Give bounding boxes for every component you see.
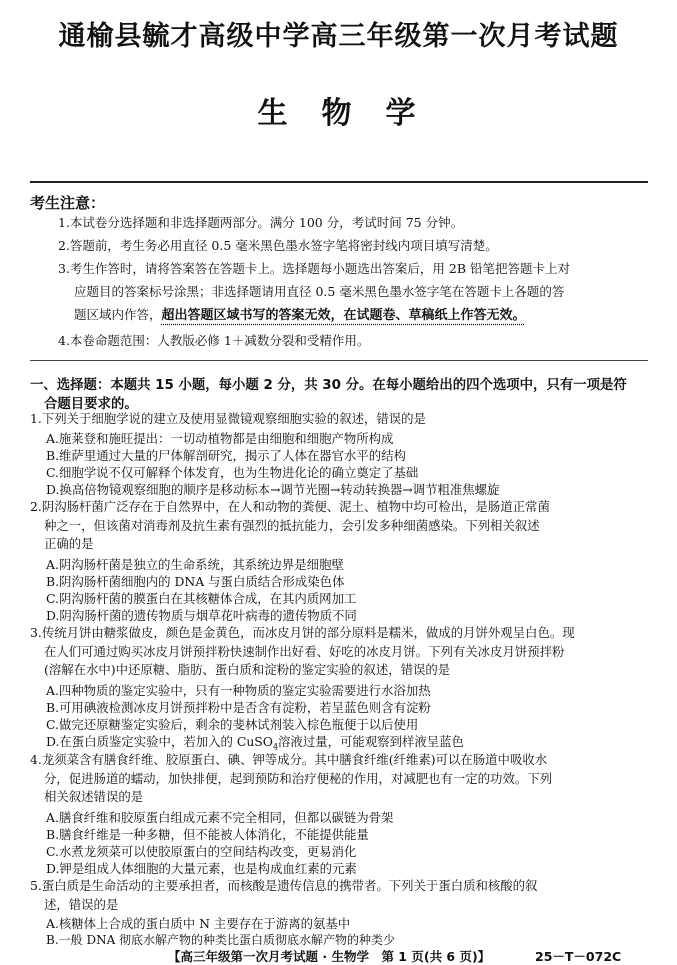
notice-item-4: 4.本卷命题范围：人教版必修 1＋减数分裂和受精作用。 xyxy=(58,333,370,348)
notice-item-3-cont: 应题目的答案标号涂黑；非选择题请用直径 0.5 毫米黑色墨水签字笔在答题卡上各题的答 xyxy=(74,284,565,299)
question-1-stem: 1.下列关于细胞学说的建立及使用显微镜观察细胞实验的叙述，错误的是 xyxy=(30,411,426,426)
notice-item-2: 2.答题前，考生务必用直径 0.5 毫米黑色墨水签字笔将密封线内项目填写清楚。 xyxy=(58,238,498,253)
question-2-option-c: C.阴沟肠杆菌的膜蛋白在其核糖体合成，在其内质网加工 xyxy=(46,591,357,606)
question-1-option-c: C.细胞学说不仅可解释个体发育，也为生物进化论的确立奠定了基础 xyxy=(46,465,419,480)
notice-top-rule xyxy=(30,181,648,183)
question-5-stem: 5.蛋白质是生命活动的主要承担者，而核酸是遗传信息的携带者。下列关于蛋白质和核酸的叙 述，错误的是 xyxy=(30,878,538,912)
question-3-stem: 3.传统月饼由糖浆做皮，颜色是金黄色，而冰皮月饼的部分原料是糯米，做成的月饼外观呈白色。现 在人们可通过购买冰皮月饼预拌粉快速制作出好看、好吃的冰皮月饼。下列有关冰皮月饼预拌粉 (溶解在水中)中还原糖、脂肪、蛋白质和淀粉的鉴定实验的叙述，错误的是 xyxy=(30,625,575,678)
notice-item-3: 3.考生作答时，请将答案答在答题卡上。选择题每小题选出答案后，用 2B 铅笔把答题卡上对 xyxy=(58,261,571,276)
notice-bottom-rule xyxy=(30,360,648,361)
question-2-stem: 2.阴沟肠杆菌广泛存在于自然界中，在人和动物的粪便、泥土、植物中均可检出，是肠道正常菌 种之一，但该菌对消毒剂及抗生素有强烈的抵抗能力，会引发多种细菌感染。下列相关叙述 正确的是 xyxy=(30,499,550,552)
question-3-option-b: B.可用碘液检测冰皮月饼预拌粉中是否含有淀粉，若呈蓝色则含有淀粉 xyxy=(46,700,431,715)
question-4-option-c: C.水煮龙须菜可以使胶原蛋白的空间结构改变，更易消化 xyxy=(46,844,357,859)
notice-item-3-cont2: 题区域内作答，超出答题区域书写的答案无效，在试题卷、草稿纸上作答无效。 xyxy=(74,307,526,323)
question-2-option-a: A.阴沟肠杆菌是独立的生命系统，其系统边界是细胞壁 xyxy=(46,557,344,572)
question-1-option-b: B.维萨里通过大量的尸体解剖研究，揭示了人体在器官水平的结构 xyxy=(46,448,406,463)
question-4-option-a: A.膳食纤维和胶原蛋白组成元素不完全相同，但都以碳链为骨架 xyxy=(46,810,394,825)
question-5-option-a: A.核糖体上合成的蛋白质中 N 主要存在于游离的氨基中 xyxy=(46,916,351,931)
question-4-stem: 4.龙须菜含有膳食纤维、胶原蛋白、碘、钾等成分。其中膳食纤维(纤维素)可以在肠道中吸收水 分，促进肠道的蠕动，加快排便，起到预防和治疗便秘的作用，对减肥也有一定的功效。下列 相关叙述错误的是 xyxy=(30,752,553,805)
notice-emphasis: 超出答题区域书写的答案无效，在试题卷、草稿纸上作答无效。 xyxy=(161,308,526,323)
subject-title: 生物学 xyxy=(257,96,450,131)
notice-heading: 考生注意： xyxy=(30,194,106,212)
footer-exam-code: 25－T－072C xyxy=(535,949,622,964)
question-3-option-d: D.在蛋白质鉴定实验中，若加入的 CuSO$_4$溶液过量，可能观察到样液呈蓝色 xyxy=(46,734,464,752)
footer-page-info: 【高三年级第一次月考试题 · 生物学 第 1 页(共 6 页)】 xyxy=(168,949,491,964)
question-3-option-a: A.四种物质的鉴定实验中，只有一种物质的鉴定实验需要进行水浴加热 xyxy=(46,683,431,698)
question-4-option-b: B.膳食纤维是一种多糖，但不能被人体消化，不能提供能量 xyxy=(46,827,369,842)
exam-title: 通榆县毓才高级中学高三年级第一次月考试题 xyxy=(58,21,619,52)
question-2-option-b: B.阴沟肠杆菌细胞内的 DNA 与蛋白质结合形成染色体 xyxy=(46,574,345,589)
question-1-option-d: D.换高倍物镜观察细胞的顺序是移动标本→调节光圈→转动转换器→调节粗准焦螺旋 xyxy=(46,482,500,497)
section-heading: 一、选择题：本题共 15 小题，每小题 2 分，共 30 分。在每小题给出的四个选项中，只有一项是符 合题目要求的。 xyxy=(30,378,627,412)
notice-item-1: 1.本试卷分选择题和非选择题两部分。满分 100 分，考试时间 75 分钟。 xyxy=(58,215,464,230)
question-1-option-a: A.施莱登和施旺提出：一切动植物都是由细胞和细胞产物所构成 xyxy=(46,431,394,446)
question-5-option-b: B.一般 DNA 彻底水解产物的种类比蛋白质彻底水解产物的种类少 xyxy=(46,933,396,947)
question-4-option-d: D.钾是组成人体细胞的大量元素，也是构成血红素的元素 xyxy=(46,861,357,876)
question-2-option-d: D.阴沟肠杆菌的遗传物质与烟草花叶病毒的遗传物质不同 xyxy=(46,608,357,623)
question-3-option-c: C.做完还原糖鉴定实验后，剩余的斐林试剂装入棕色瓶便于以后使用 xyxy=(46,717,419,732)
